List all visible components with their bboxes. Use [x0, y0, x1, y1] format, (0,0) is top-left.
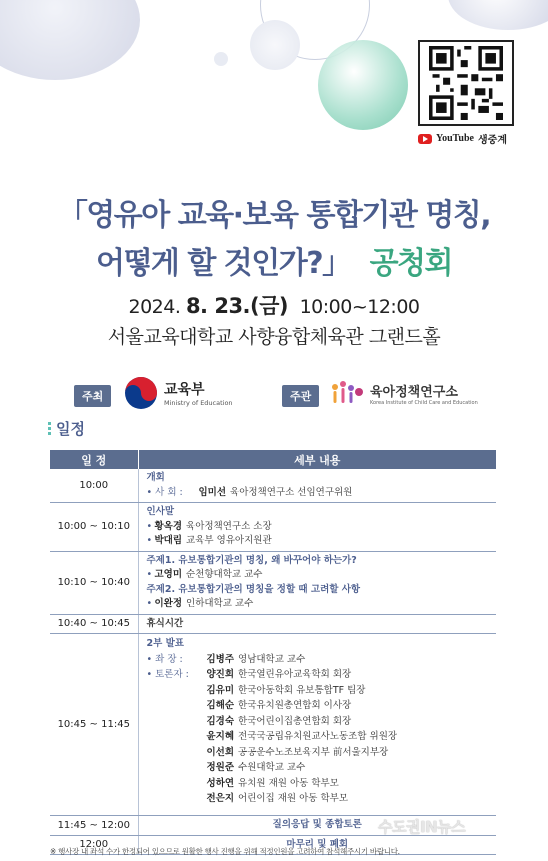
youtube-play-icon — [418, 134, 432, 144]
row-detail: 주제1. 유보통합기관의 명칭, 왜 바꾸어야 하는가? • 고영미 순천향대학교 교수 주제2. 유보통합기관의 명칭을 정할 때 고려할 사항 • 이완정 인하대학교 교수 — [138, 551, 496, 614]
kicce-logo — [330, 379, 478, 407]
decor-circle — [214, 52, 228, 66]
date-main: 8. 23.(금) — [185, 294, 289, 318]
moe-logo — [124, 376, 233, 410]
row-detail: 질의응답 및 종합토론 — [138, 816, 496, 836]
qr-code[interactable] — [418, 40, 514, 126]
title-line-1: 「영유아 교육·보육 통합기관 명칭, — [57, 198, 491, 233]
schedule-table — [50, 450, 496, 855]
kicce-figures-icon — [330, 379, 366, 407]
row-time: 10:40 ~ 10:45 — [50, 614, 138, 634]
table-row — [50, 469, 496, 503]
decor-circle — [0, 0, 140, 80]
title-line-2 — [0, 238, 548, 282]
youtube-brand: YouTube — [436, 133, 474, 144]
youtube-live-label[interactable] — [418, 131, 507, 146]
organizer-name-en: Korea Institute of Child Care and Education — [370, 399, 478, 406]
row-detail: 휴식시간 — [138, 614, 496, 634]
date-prefix: 2024. — [128, 296, 181, 318]
header-detail: 세부 내용 — [138, 450, 496, 469]
decor-circle — [318, 40, 408, 130]
table-row — [50, 551, 496, 614]
organizer-tag: 주관 — [282, 385, 319, 407]
row-time: 10:10 ~ 10:40 — [50, 551, 138, 614]
row-time: 10:45 ~ 11:45 — [50, 634, 138, 816]
row-detail: 2부 발표 • 좌 장 : 김병주 영남대학교 교수 • 토론자 : 양진희 한국열린유아교육학회 회장 김유미 한국아동학회 유보통합TF 팀장 김해순 한국유치원총연합회 이사장 김경숙 한국어린이집총연합회 회장 윤지혜 전국국공립유치원교사노동조합 위원장 이선희 공공운수노조보육지부 前서울지부장 정원준 수원대학교 교수 성하연 유치원 재원 아동 학부모 전은지 어린이집 재원 아동 학부모 — [138, 634, 496, 816]
footnote: ※ 행사장 내 좌석 수가 한정되어 있으므로 원활한 행사 진행을 위해 적정인원을 고려하여 참석해주시기 바랍니다. — [50, 847, 400, 856]
decor-circle — [448, 0, 548, 30]
title-suffix: 공청회 — [369, 246, 453, 281]
host-name: 교육부 — [164, 382, 205, 398]
event-time: 10:00~12:00 — [299, 296, 420, 318]
title-main: 어떻게 할 것인가?」 — [95, 246, 351, 281]
qr-code-icon — [424, 46, 508, 120]
watermark: 수도권IN뉴스 — [378, 818, 466, 836]
header-time: 일 정 — [50, 450, 138, 469]
decor-circle — [250, 20, 300, 70]
youtube-live-text: 생중계 — [478, 135, 507, 146]
host-name-en: Ministry of Education — [164, 399, 233, 407]
schedule-section-title: 일정 — [48, 418, 85, 439]
row-detail: 마무리 및 폐회 — [138, 835, 496, 855]
table-header — [50, 450, 496, 469]
row-time: 11:45 ~ 12:00 — [50, 816, 138, 836]
table-row — [50, 503, 496, 552]
event-date — [0, 290, 548, 320]
taegeuk-icon — [124, 376, 158, 410]
row-time: 12:00 — [50, 835, 138, 855]
table-row — [50, 634, 496, 816]
section-bullet-icon — [48, 422, 51, 435]
organizer-name: 육아정책연구소 — [370, 384, 458, 400]
host-tag: 주최 — [74, 385, 111, 407]
event-venue: 서울교육대학교 사향융합체육관 그랜드홀 — [107, 326, 441, 348]
table-row — [50, 614, 496, 634]
row-time: 10:00 ~ 10:10 — [50, 503, 138, 552]
row-time: 10:00 — [50, 469, 138, 503]
row-detail: 인사말 • 황옥경 육아정책연구소 소장 • 박대림 교육부 영유아지원관 — [138, 503, 496, 552]
row-detail: 개회 • 사 회 : 임미선 육아정책연구소 선임연구위원 — [138, 469, 496, 503]
